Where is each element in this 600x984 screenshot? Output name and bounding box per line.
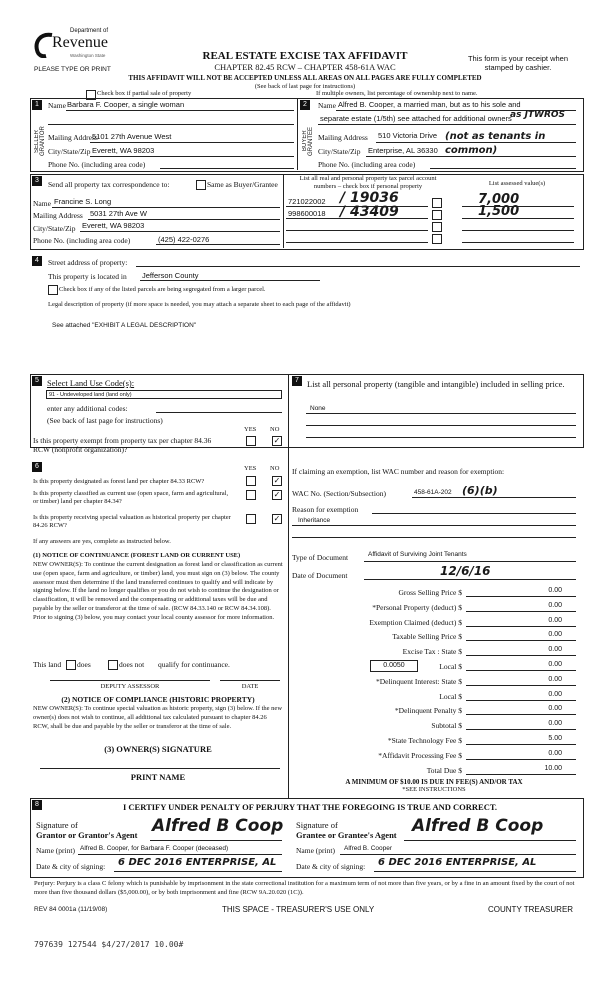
wac-label: WAC No. (Section/Subsection) — [292, 489, 386, 498]
tax-line-value: 0.00 — [548, 602, 562, 609]
tax-line-label: *State Technology Fee $ — [387, 736, 462, 745]
land-use-select[interactable]: 91 - Undeveloped land (land only) — [46, 390, 282, 399]
tax-line-label: Excise Tax : State $ — [402, 647, 462, 656]
form-chapter: CHAPTER 82.45 RCW – CHAPTER 458-61A WAC — [214, 62, 396, 72]
parcel-3-value-line — [462, 230, 574, 231]
seller-phone-line — [160, 168, 294, 169]
parcel-2-value: 1,500 — [478, 204, 520, 219]
reason-line-3 — [292, 537, 576, 538]
tax-line-label: *Affidavit Processing Fee $ — [378, 751, 462, 760]
doc-type-line — [364, 561, 576, 562]
grantee-name: Alfred B. Cooper — [344, 845, 393, 852]
buyer-name-label: Name — [318, 101, 336, 110]
qualify-label: qualify for continuance. — [158, 660, 230, 669]
current-use-yes-checkbox[interactable] — [246, 490, 256, 500]
s6-no-header: NO — [270, 465, 280, 472]
certification-heading: I CERTIFY UNDER PENALTY OF PERJURY THAT THE FOREGOING IS TRUE AND CORRECT. — [122, 802, 497, 812]
form-number: REV 84 0001a (11/19/08) — [34, 906, 108, 913]
tax-line-value: 0.00 — [548, 661, 562, 668]
partial-sale-label: Check box if partial sale of property — [97, 90, 192, 97]
exemption-claim-label: If claiming an exemption, list WAC number and reason for exemption: — [292, 467, 505, 476]
grantee-date: 6 DEC 2016 ENTERPRISE, AL — [378, 857, 537, 868]
tax-line-underline — [466, 759, 576, 760]
tax-line-underline — [466, 611, 576, 612]
landuse-yes-header: YES — [244, 426, 257, 433]
tax-line-label: Subtotal $ — [431, 721, 462, 730]
tax-line-label: Exemption Claimed (deduct) $ — [369, 618, 462, 627]
buyer-mailing-label: Mailing Address — [318, 133, 368, 142]
treasurer-use-only: THIS SPACE - TREASURER'S USE ONLY — [222, 905, 375, 914]
grantor-name: Alfred B. Cooper, for Barbara F. Cooper (deceased) — [80, 845, 229, 852]
tax-line-underline — [466, 626, 576, 627]
dor-logo — [30, 28, 120, 64]
deputy-label: DEPUTY ASSESSOR — [100, 683, 160, 690]
same-as-buyer-label: Same as Buyer/Grantee — [207, 180, 278, 189]
grantor-date: 6 DEC 2016 ENTERPRISE, AL — [118, 857, 277, 868]
same-as-buyer-checkbox[interactable] — [196, 180, 206, 190]
tax-line-label: Local $ — [439, 662, 462, 671]
tax-line-underline — [466, 640, 576, 641]
warning-line: THIS AFFIDAVIT WILL NOT BE ACCEPTED UNLESS ALL AREAS ON ALL PAGES ARE FULLY COMPLETED — [128, 74, 482, 82]
grantee-date-label: Date & city of signing: — [296, 862, 366, 871]
perjury-note: Perjury: Perjury is a class C felony which is punishable by imprisonment in the state correctional institution for a maximum term of not more than five years, or by a fine in an amount fixed by the court of not more than five thousand dollars ($5,000.00), or by both imprisonment and fine (RCW 9A.20.020 (1C)). — [34, 880, 575, 896]
tax-line-value: 0.00 — [548, 691, 562, 698]
tax-line-label: Total Due $ — [426, 766, 462, 775]
doc-type-value: Affidavit of Surviving Joint Tenants — [368, 551, 467, 558]
parcel-1-handwritten: / 19036 — [340, 190, 399, 206]
tax-line-underline — [466, 596, 576, 597]
parcel-3-personal-checkbox[interactable] — [432, 222, 442, 232]
segregated-label: Check box if any of the listed parcels are being segregated from a larger parcel. — [59, 286, 266, 293]
section-1-number: 1 — [32, 100, 42, 110]
tax-line-value: 0.00 — [548, 750, 562, 757]
receipt-note: This form is your receipt when stamped by cashier. — [467, 54, 569, 72]
notice1-title: (1) NOTICE OF CONTINUANCE (FOREST LAND OR CURRENT USE) — [33, 552, 241, 559]
buyer-city-label: City/State/Zip — [318, 147, 361, 156]
located-label: This property is located in — [48, 272, 127, 281]
seller-side-label: SELLER GRANTOR — [34, 126, 46, 156]
corr-mailing-line — [88, 219, 280, 220]
recording-stamp: 797639 127544 $4/27/2017 10.00# — [34, 940, 184, 949]
grantee-signature: Alfred B Coop — [412, 816, 544, 836]
parcel-1-personal-checkbox[interactable] — [432, 198, 442, 208]
seller-mailing-label: Mailing Address — [48, 133, 98, 142]
seller-blank-line — [48, 124, 294, 125]
reason-line-1 — [372, 513, 576, 514]
notice1-body: NEW OWNER(S): To continue the current designation as forest land or classification as current use (open space, farm and agriculture, or timber) land, you must sign on (3) below. The county assessor must then determine if the land transferred continues to qualify and will indicate by signing below. If the land no longer qualifies or you do not wish to continue the designation or classification, it will be removed and the compensating or additional taxes will be due and payable by the seller or transferor at the time of sale. (RCW 84.33.140 or RCW 84.34.108). Prior to signing (3) below, you may contact your local county assessor for more information. — [33, 561, 283, 621]
corr-city: Everett, WA 98203 — [82, 221, 145, 230]
additional-codes-label: enter any additional codes: — [47, 404, 128, 413]
doc-date-value: 12/6/16 — [440, 564, 491, 578]
historic-yes-checkbox[interactable] — [246, 514, 256, 524]
street-line — [136, 266, 580, 267]
print-name-label: PRINT NAME — [130, 772, 186, 782]
tax-line-underline — [466, 744, 576, 745]
personal-property-label: List all personal property (tangible and intangible) included in selling price. — [307, 379, 565, 389]
grantor-date-line — [114, 871, 282, 872]
seller-mailing-line — [90, 142, 294, 143]
exempt-yes-checkbox[interactable] — [246, 436, 256, 446]
tax-line-value: 0.00 — [548, 587, 562, 594]
parcel-2-handwritten: / 43409 — [340, 204, 399, 220]
tax-line-underline — [466, 670, 576, 671]
corr-phone-line — [156, 244, 280, 245]
tax-line-value: 0.00 — [548, 720, 562, 727]
wac-line — [412, 497, 576, 498]
grantee-sig-label2: Grantee or Grantee's Agent — [296, 830, 397, 840]
tax-line-label: Taxable Selling Price $ — [392, 632, 462, 641]
county-treasurer: COUNTY TREASURER — [488, 905, 574, 914]
grantee-sig-label1: Signature of — [296, 820, 338, 830]
county-value: Jefferson County — [142, 271, 199, 280]
doc-date-line — [364, 579, 576, 580]
buyer-mailing: 510 Victoria Drive — [378, 131, 438, 140]
dept-line1: Department of — [70, 28, 109, 34]
pp-line-3 — [306, 437, 576, 438]
corr-phone: (425) 422-0276 — [158, 235, 210, 244]
personal-property-value: None — [310, 405, 326, 412]
wac-value: 458-61A-202 — [414, 489, 452, 496]
corr-divider — [283, 174, 284, 248]
exempt-question: Is this property exempt from property tax per chapter 84.36 RCW (nonprofit organization)? — [33, 436, 212, 454]
owner-signature-label: (3) OWNER(S) SIGNATURE — [104, 744, 212, 754]
parcel-4-personal-checkbox[interactable] — [432, 234, 442, 244]
land-does-not-checkbox[interactable] — [108, 660, 118, 670]
tax-line-label: Gross Selling Price $ — [398, 588, 462, 597]
tax-line-value: 0.00 — [548, 617, 562, 624]
tax-line-underline — [466, 655, 576, 656]
dept-line2: Revenue — [52, 34, 108, 51]
grantee-sig-line — [404, 840, 576, 841]
parcel-2-line — [286, 218, 428, 219]
corr-city-label: City/State/Zip — [33, 224, 76, 233]
buyer-phone-label: Phone No. (including area code) — [318, 160, 416, 169]
tax-line-underline — [466, 714, 576, 715]
seller-phone-label: Phone No. (including area code) — [48, 160, 146, 169]
buyer-handwritten-note: (not as tenants in common) — [445, 131, 546, 156]
section-5-number: 5 — [32, 376, 42, 386]
tax-line-label: *Personal Property (deduct) $ — [372, 603, 462, 612]
corr-mailing-label: Mailing Address — [33, 211, 83, 220]
parcel-3-line — [286, 230, 428, 231]
deputy-date-line — [220, 680, 280, 681]
deputy-date-label: DATE — [241, 683, 259, 690]
reason-label: Reason for exemption — [292, 505, 359, 514]
parcel-2-personal-checkbox[interactable] — [432, 210, 442, 220]
legal-value: See attached "EXHIBIT A LEGAL DESCRIPTION" — [52, 322, 197, 329]
reason-value: Inheritance — [298, 517, 331, 524]
parcel-header: List all real and personal property tax parcel account numbers – check box if personal property — [299, 175, 437, 190]
pp-line-2 — [306, 425, 576, 426]
deputy-line — [50, 680, 210, 681]
local-rate-box: 0.0050 — [370, 660, 418, 672]
multiple-owners-note: If multiple owners, list percentage of ownership next to name. — [316, 90, 478, 97]
grantor-name-label: Name (print) — [36, 846, 75, 855]
owner-signature-line — [40, 768, 280, 769]
buyer-handwritten-jtwros: as JTWROS — [510, 110, 566, 120]
grantor-sig-label2: Grantor or Grantor's Agent — [36, 830, 138, 840]
parcel-1-number: 721022002 — [288, 197, 326, 206]
corr-name: Francine S. Long — [54, 197, 112, 206]
segregated-checkbox[interactable] — [48, 285, 58, 295]
buyer-side-label: BUYER GRANTEE — [302, 126, 314, 156]
send-correspondence-label: Send all property tax correspondence to: — [48, 180, 170, 189]
tax-line-value: 0.00 — [548, 646, 562, 653]
land-does-label: does — [77, 660, 91, 669]
parties-divider — [297, 98, 298, 170]
historic-no-checkbox[interactable]: ✓ — [273, 514, 281, 523]
middle-divider — [288, 374, 289, 798]
see-back-note: (See back of last page for instructions) — [254, 83, 356, 90]
seller-name: Barbara F. Cooper, a single woman — [67, 100, 185, 109]
land-does-checkbox[interactable] — [66, 660, 76, 670]
seller-city-line — [90, 156, 294, 157]
reason-line-2 — [292, 525, 576, 526]
tax-line-value: 0.00 — [548, 705, 562, 712]
notice2-title: (2) NOTICE OF COMPLIANCE (HISTORIC PROPERTY) — [61, 695, 255, 704]
section-7-number: 7 — [292, 376, 302, 386]
buyer-phone-line — [430, 168, 576, 169]
corr-name-line — [52, 207, 280, 208]
tax-line-value: 5.00 — [548, 735, 562, 742]
this-land-label: This land — [33, 660, 62, 669]
seller-city-label: City/State/Zip — [48, 147, 91, 156]
parcel-1-value: 7,000 — [478, 192, 520, 207]
parcel-4-line — [286, 242, 428, 243]
exempt-no-checkbox[interactable]: ✓ — [273, 436, 281, 445]
seller-name-line — [66, 110, 294, 111]
minimum-note: A MINIMUM OF $10.00 IS DUE IN FEE(S) AND/OR TAX — [345, 778, 523, 786]
county-line — [140, 280, 320, 281]
forest-yes-checkbox[interactable] — [246, 476, 256, 486]
form-title: REAL ESTATE EXCISE TAX AFFIDAVIT — [202, 50, 408, 62]
grantee-name-label: Name (print) — [296, 846, 335, 855]
tax-line-value: 10.00 — [544, 765, 562, 772]
current-use-question: Is this property classified as current use (open space, farm and agricultural, or timber) land per chapter 84.34? — [33, 490, 229, 505]
grantor-sig-label1: Signature of — [36, 820, 78, 830]
legal-label: Legal description of property (if more space is needed, you may attach a separate sheet to each page of the affidavit) — [48, 301, 351, 308]
tax-line-underline — [466, 774, 576, 775]
parcel-2-number: 998600018 — [288, 209, 326, 218]
dept-line3: Washington State — [70, 53, 106, 58]
see-instructions: *SEE INSTRUCTIONS — [402, 786, 466, 793]
land-use-label: Select Land Use Code(s): — [47, 378, 135, 388]
please-type: PLEASE TYPE OR PRINT — [34, 66, 111, 73]
s6-yes-header: YES — [244, 465, 257, 472]
tax-line-value: 0.00 — [548, 631, 562, 638]
forest-no-checkbox[interactable]: ✓ — [273, 476, 281, 485]
grantee-name-line — [340, 854, 576, 855]
current-use-no-checkbox[interactable]: ✓ — [273, 490, 281, 499]
tax-line-label: *Delinquent Penalty $ — [394, 706, 462, 715]
corr-phone-label: Phone No. (including area code) — [33, 236, 131, 245]
tax-line-underline — [466, 729, 576, 730]
doc-date-label: Date of Document — [292, 571, 348, 580]
seller-city: Everett, WA 98203 — [92, 146, 155, 155]
pp-line-1 — [306, 413, 576, 414]
section-6-number: 6 — [32, 462, 42, 472]
tax-line-value: 0.00 — [548, 676, 562, 683]
additional-codes-line — [156, 412, 282, 413]
notice2-body: NEW OWNER(S): To continue special valuation as historic property, sign (3) below. If the new owner(s) does not wish to continue, all additional tax calculated pursuant to chapter 84.26 RCW, shall be due and payable by the seller or transferor at the time of sale. — [33, 705, 283, 730]
corr-name-label: Name — [33, 199, 51, 208]
corr-city-line — [80, 231, 280, 232]
forest-question: Is this property designated as forest land per chapter 84.33 RCW? — [33, 478, 205, 485]
seller-name-label: Name — [48, 101, 66, 110]
doc-type-label: Type of Document — [292, 553, 349, 562]
grantor-sig-line — [150, 840, 282, 841]
parcel-4-value-line — [462, 242, 574, 243]
street-label: Street address of property: — [48, 258, 128, 267]
section-8-number: 8 — [32, 800, 42, 810]
buyer-city: Enterprise, AL 36330 — [368, 146, 438, 155]
tax-line-label: *Delinquent Interest: State $ — [375, 677, 462, 686]
section-4-number: 4 — [32, 256, 42, 266]
buyer-name2-line — [318, 124, 576, 125]
tax-line-label: Local $ — [439, 692, 462, 701]
wac-handwritten: (6)(b) — [462, 484, 498, 497]
grantor-date-label: Date & city of signing: — [36, 862, 106, 871]
parcel-2-value-line — [462, 218, 574, 219]
corr-mailing: 5031 27th Ave W — [90, 209, 147, 218]
grantor-name-line — [78, 854, 282, 855]
assessed-header: List assessed value(s) — [488, 180, 546, 187]
seller-mailing: 5101 27th Avenue West — [92, 132, 172, 141]
landuse-see-back: (See back of last page for instructions) — [47, 416, 163, 425]
land-does-not-label: does not — [119, 660, 145, 669]
tax-line-underline — [466, 685, 576, 686]
grantor-signature: Alfred B Coop — [152, 816, 284, 836]
section-2-number: 2 — [300, 100, 310, 110]
landuse-no-header: NO — [270, 426, 280, 433]
buyer-name-line2: separate estate (1/5th) see attached for additional owners — [320, 114, 512, 123]
buyer-name: Alfred B. Cooper, a married man, but as to his sole and — [338, 100, 521, 109]
section-3-number: 3 — [32, 176, 42, 186]
tax-line-underline — [466, 700, 576, 701]
historic-question: Is this property receiving special valuation as historical property per chapter 84.26 RCW? — [33, 514, 231, 529]
if-yes-note: If any answers are yes, complete as instructed below. — [33, 538, 171, 545]
grantee-date-line — [374, 871, 576, 872]
